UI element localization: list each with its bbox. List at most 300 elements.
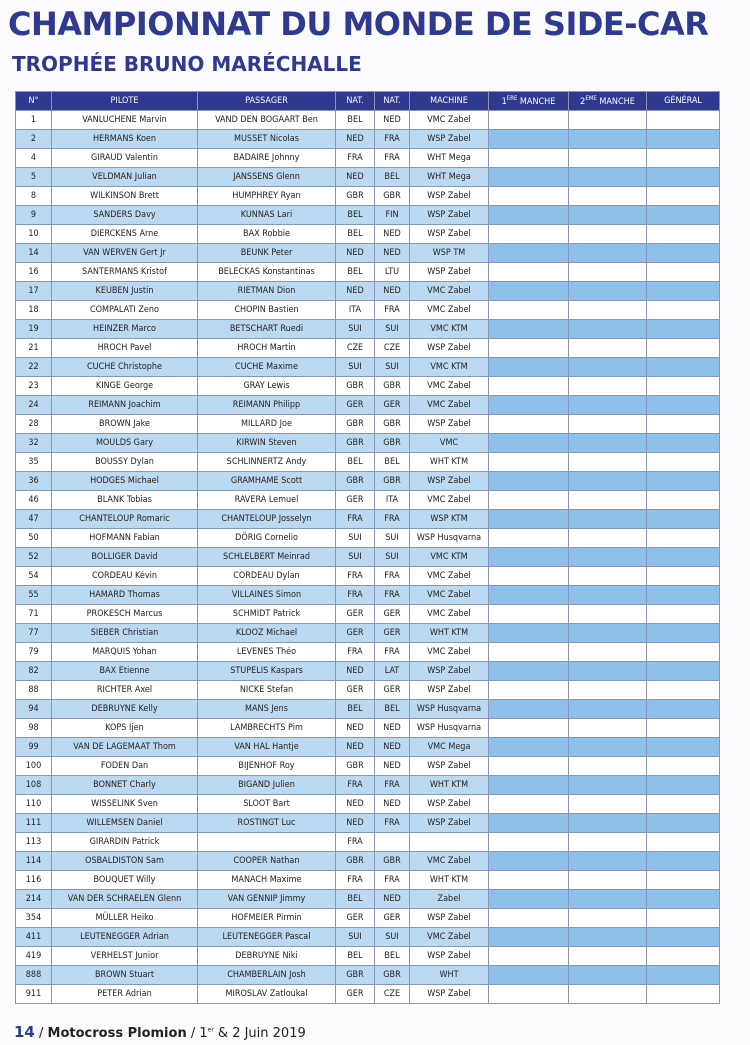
table-row	[16, 377, 720, 396]
cell-general	[647, 358, 720, 377]
cell-pilote: REIMANN Joachim	[52, 396, 198, 415]
cell-general	[647, 434, 720, 453]
cell-num: 71	[16, 605, 52, 624]
cell-manche-1	[489, 111, 569, 130]
cell-manche-1	[489, 510, 569, 529]
cell-manche-2	[569, 776, 647, 795]
cell-manche-2	[569, 833, 647, 852]
cell-pilote: VANLUCHENE Marvin	[52, 111, 198, 130]
cell-general	[647, 643, 720, 662]
cell-nat-passager: NED	[375, 282, 410, 301]
cell-passager: REIMANN Philipp	[198, 396, 336, 415]
cell-num: 32	[16, 434, 52, 453]
cell-num: 16	[16, 263, 52, 282]
cell-pilote: BONNET Charly	[52, 776, 198, 795]
table-row	[16, 681, 720, 700]
cell-manche-2	[569, 624, 647, 643]
cell-num: 28	[16, 415, 52, 434]
cell-passager: CHAMBERLAIN Josh	[198, 966, 336, 985]
table-row	[16, 719, 720, 738]
cell-nat-passager: BEL	[375, 168, 410, 187]
table-row	[16, 548, 720, 567]
cell-manche-2	[569, 244, 647, 263]
cell-manche-2	[569, 548, 647, 567]
col-header-passager: PASSAGER	[198, 92, 336, 111]
cell-general	[647, 263, 720, 282]
cell-manche-1	[489, 130, 569, 149]
cell-general	[647, 396, 720, 415]
cell-passager: MANACH Maxime	[198, 871, 336, 890]
cell-pilote: BAX Etienne	[52, 662, 198, 681]
cell-num: 19	[16, 320, 52, 339]
cell-machine: VMC	[410, 434, 489, 453]
cell-passager: HOFMEIER Pirmin	[198, 909, 336, 928]
cell-num: 111	[16, 814, 52, 833]
cell-nat-passager: SUI	[375, 358, 410, 377]
cell-manche-1	[489, 852, 569, 871]
table-row	[16, 624, 720, 643]
cell-general	[647, 453, 720, 472]
cell-passager: NICKE Stefan	[198, 681, 336, 700]
cell-nat-passager: SUI	[375, 928, 410, 947]
cell-nat-pilote: NED	[336, 662, 375, 681]
cell-nat-passager: FRA	[375, 643, 410, 662]
cell-nat-passager: FRA	[375, 510, 410, 529]
col-header-general: GÉNÉRAL	[647, 92, 720, 111]
cell-manche-1	[489, 225, 569, 244]
cell-general	[647, 586, 720, 605]
table-row	[16, 510, 720, 529]
cell-nat-passager: GBR	[375, 377, 410, 396]
cell-manche-2	[569, 472, 647, 491]
cell-nat-passager: NED	[375, 795, 410, 814]
table-row	[16, 890, 720, 909]
cell-nat-pilote: FRA	[336, 586, 375, 605]
cell-nat-pilote: BEL	[336, 111, 375, 130]
cell-machine: WHT KTM	[410, 871, 489, 890]
cell-pilote: KOPS Ijen	[52, 719, 198, 738]
cell-num: 4	[16, 149, 52, 168]
cell-num: 36	[16, 472, 52, 491]
cell-nat-pilote: NED	[336, 795, 375, 814]
col-header-manche-1: 1ERE MANCHE	[489, 92, 569, 111]
cell-nat-passager: SUI	[375, 320, 410, 339]
cell-passager: SCHLINNERTZ Andy	[198, 453, 336, 472]
cell-nat-passager: GER	[375, 681, 410, 700]
cell-manche-2	[569, 529, 647, 548]
cell-general	[647, 605, 720, 624]
cell-pilote: VAN DER SCHRAELEN Glenn	[52, 890, 198, 909]
cell-num: 24	[16, 396, 52, 415]
cell-manche-2	[569, 320, 647, 339]
cell-num: 55	[16, 586, 52, 605]
cell-general	[647, 700, 720, 719]
cell-manche-2	[569, 757, 647, 776]
cell-manche-1	[489, 814, 569, 833]
footer-separator: /	[34, 1026, 48, 1041]
cell-machine: WSP Zabel	[410, 814, 489, 833]
cell-nat-passager: NED	[375, 890, 410, 909]
cell-machine: WSP Zabel	[410, 339, 489, 358]
table-row	[16, 206, 720, 225]
cell-manche-2	[569, 377, 647, 396]
cell-nat-pilote: GBR	[336, 966, 375, 985]
cell-pilote: CORDEAU Kévin	[52, 567, 198, 586]
cell-machine: VMC Zabel	[410, 852, 489, 871]
col-header-nat-passager: NAT.	[375, 92, 410, 111]
cell-machine: WSP Zabel	[410, 947, 489, 966]
cell-manche-2	[569, 206, 647, 225]
cell-general	[647, 377, 720, 396]
cell-general	[647, 662, 720, 681]
cell-num: 79	[16, 643, 52, 662]
cell-general	[647, 757, 720, 776]
cell-manche-2	[569, 130, 647, 149]
cell-manche-2	[569, 510, 647, 529]
cell-nat-pilote: BEL	[336, 263, 375, 282]
cell-pilote: BROWN Stuart	[52, 966, 198, 985]
cell-nat-passager: FRA	[375, 814, 410, 833]
cell-passager: MIROSLAV Zatloukal	[198, 985, 336, 1004]
cell-pilote: KEUBEN Justin	[52, 282, 198, 301]
page-number: 14	[14, 1023, 35, 1041]
table-row	[16, 149, 720, 168]
cell-pilote: HAMARD Thomas	[52, 586, 198, 605]
cell-manche-1	[489, 985, 569, 1004]
table-row	[16, 795, 720, 814]
cell-nat-passager: GBR	[375, 852, 410, 871]
table-row	[16, 852, 720, 871]
table-row	[16, 130, 720, 149]
cell-general	[647, 890, 720, 909]
table-row	[16, 301, 720, 320]
cell-machine: VMC KTM	[410, 320, 489, 339]
cell-nat-pilote: BEL	[336, 225, 375, 244]
cell-manche-1	[489, 947, 569, 966]
cell-machine: WSP Zabel	[410, 681, 489, 700]
cell-manche-2	[569, 396, 647, 415]
cell-passager: MILLARD Joe	[198, 415, 336, 434]
cell-num: 214	[16, 890, 52, 909]
cell-pilote: HODGES Michael	[52, 472, 198, 491]
cell-machine: VMC Zabel	[410, 396, 489, 415]
cell-manche-1	[489, 339, 569, 358]
cell-manche-1	[489, 263, 569, 282]
cell-manche-1	[489, 567, 569, 586]
cell-passager: JANSSENS Glenn	[198, 168, 336, 187]
cell-nat-passager: NED	[375, 225, 410, 244]
cell-pilote: GIRARDIN Patrick	[52, 833, 198, 852]
cell-machine: VMC Zabel	[410, 928, 489, 947]
cell-passager: RIETMAN Dion	[198, 282, 336, 301]
cell-general	[647, 909, 720, 928]
cell-nat-passager: BEL	[375, 947, 410, 966]
cell-pilote: DEBRUYNE Kelly	[52, 700, 198, 719]
cell-manche-2	[569, 814, 647, 833]
cell-manche-1	[489, 928, 569, 947]
cell-nat-passager: SUI	[375, 529, 410, 548]
cell-nat-pilote: GER	[336, 491, 375, 510]
cell-num: 911	[16, 985, 52, 1004]
cell-manche-1	[489, 833, 569, 852]
cell-manche-1	[489, 472, 569, 491]
cell-manche-2	[569, 852, 647, 871]
cell-nat-passager	[375, 833, 410, 852]
cell-nat-passager: NED	[375, 757, 410, 776]
cell-general	[647, 339, 720, 358]
cell-machine: WSP Zabel	[410, 472, 489, 491]
table-row	[16, 586, 720, 605]
table-row	[16, 396, 720, 415]
cell-num: 354	[16, 909, 52, 928]
cell-passager: GRAY Lewis	[198, 377, 336, 396]
cell-manche-2	[569, 225, 647, 244]
cell-manche-2	[569, 491, 647, 510]
cell-nat-passager: GBR	[375, 415, 410, 434]
cell-manche-2	[569, 681, 647, 700]
cell-nat-passager: FRA	[375, 776, 410, 795]
cell-manche-2	[569, 453, 647, 472]
cell-manche-2	[569, 111, 647, 130]
cell-manche-2	[569, 909, 647, 928]
cell-manche-2	[569, 168, 647, 187]
cell-num: 419	[16, 947, 52, 966]
cell-machine: WSP Husqvarna	[410, 700, 489, 719]
cell-machine: WSP Zabel	[410, 206, 489, 225]
cell-machine: WSP TM	[410, 244, 489, 263]
cell-manche-1	[489, 187, 569, 206]
cell-passager: BETSCHART Ruedi	[198, 320, 336, 339]
cell-general	[647, 130, 720, 149]
cell-nat-passager: FRA	[375, 130, 410, 149]
cell-manche-2	[569, 985, 647, 1004]
cell-nat-pilote: SUI	[336, 358, 375, 377]
cell-manche-1	[489, 757, 569, 776]
cell-passager: BIGAND Julien	[198, 776, 336, 795]
cell-general	[647, 719, 720, 738]
cell-num: 52	[16, 548, 52, 567]
cell-passager: CHOPIN Bastien	[198, 301, 336, 320]
cell-pilote: CUCHE Christophe	[52, 358, 198, 377]
cell-pilote: BOUSSY Dylan	[52, 453, 198, 472]
cell-general	[647, 624, 720, 643]
cell-general	[647, 225, 720, 244]
cell-manche-1	[489, 662, 569, 681]
cell-num: 98	[16, 719, 52, 738]
cell-nat-pilote: BEL	[336, 890, 375, 909]
cell-general	[647, 168, 720, 187]
cell-manche-2	[569, 358, 647, 377]
cell-num: 50	[16, 529, 52, 548]
cell-manche-2	[569, 928, 647, 947]
cell-nat-pilote: FRA	[336, 871, 375, 890]
table-row	[16, 966, 720, 985]
cell-nat-pilote: SUI	[336, 928, 375, 947]
cell-manche-1	[489, 681, 569, 700]
cell-pilote: VAN DE LAGEMAAT Thom	[52, 738, 198, 757]
cell-nat-passager: FRA	[375, 149, 410, 168]
cell-nat-pilote: NED	[336, 244, 375, 263]
table-row	[16, 833, 720, 852]
cell-general	[647, 415, 720, 434]
cell-num: 2	[16, 130, 52, 149]
cell-manche-2	[569, 947, 647, 966]
cell-nat-pilote: GBR	[336, 434, 375, 453]
cell-num: 22	[16, 358, 52, 377]
cell-general	[647, 871, 720, 890]
cell-pilote: FODEN Dan	[52, 757, 198, 776]
cell-passager: SCHMIDT Patrick	[198, 605, 336, 624]
table-row	[16, 738, 720, 757]
cell-machine: VMC Mega	[410, 738, 489, 757]
table-row	[16, 453, 720, 472]
table-row	[16, 947, 720, 966]
cell-manche-1	[489, 358, 569, 377]
cell-passager: VAN HAL Hantje	[198, 738, 336, 757]
cell-manche-1	[489, 149, 569, 168]
cell-nat-passager: NED	[375, 738, 410, 757]
cell-general	[647, 947, 720, 966]
cell-nat-passager: NED	[375, 244, 410, 263]
cell-machine: WHT	[410, 966, 489, 985]
cell-passager: GRAMHAME Scott	[198, 472, 336, 491]
cell-nat-pilote: GER	[336, 624, 375, 643]
cell-nat-pilote: NED	[336, 282, 375, 301]
cell-general	[647, 738, 720, 757]
cell-nat-passager: GER	[375, 605, 410, 624]
cell-num: 54	[16, 567, 52, 586]
cell-pilote: HERMANS Koen	[52, 130, 198, 149]
cell-passager: LAMBRECHTS Pim	[198, 719, 336, 738]
cell-general	[647, 206, 720, 225]
cell-nat-pilote: FRA	[336, 643, 375, 662]
cell-nat-passager: GER	[375, 396, 410, 415]
cell-pilote: LEUTENEGGER Adrian	[52, 928, 198, 947]
cell-manche-1	[489, 909, 569, 928]
cell-manche-2	[569, 871, 647, 890]
cell-passager: CUCHE Maxime	[198, 358, 336, 377]
cell-num: 9	[16, 206, 52, 225]
col-header-nat-pilote: NAT.	[336, 92, 375, 111]
cell-num: 94	[16, 700, 52, 719]
cell-nat-pilote: FRA	[336, 149, 375, 168]
table-row	[16, 187, 720, 206]
cell-general	[647, 833, 720, 852]
cell-pilote: VERHELST Junior	[52, 947, 198, 966]
table-row	[16, 928, 720, 947]
cell-pilote: WILKINSON Brett	[52, 187, 198, 206]
cell-num: 35	[16, 453, 52, 472]
cell-machine: WSP Husqvarna	[410, 719, 489, 738]
cell-machine: VMC Zabel	[410, 377, 489, 396]
cell-nat-pilote: NED	[336, 130, 375, 149]
cell-general	[647, 472, 720, 491]
cell-general	[647, 795, 720, 814]
cell-general	[647, 928, 720, 947]
cell-machine: WHT KTM	[410, 624, 489, 643]
cell-pilote: SIEBER Christian	[52, 624, 198, 643]
cell-general	[647, 510, 720, 529]
cell-nat-passager: CZE	[375, 985, 410, 1004]
cell-num: 116	[16, 871, 52, 890]
cell-manche-2	[569, 890, 647, 909]
table-row	[16, 282, 720, 301]
cell-nat-pilote: GBR	[336, 757, 375, 776]
cell-general	[647, 529, 720, 548]
col-header-machine: MACHINE	[410, 92, 489, 111]
cell-num: 108	[16, 776, 52, 795]
cell-passager: BELECKAS Konstantinas	[198, 263, 336, 282]
cell-machine: Zabel	[410, 890, 489, 909]
cell-nat-pilote: NED	[336, 168, 375, 187]
cell-manche-1	[489, 377, 569, 396]
table-row	[16, 814, 720, 833]
cell-num: 888	[16, 966, 52, 985]
cell-num: 110	[16, 795, 52, 814]
cell-pilote: VELDMAN Julian	[52, 168, 198, 187]
table-row	[16, 263, 720, 282]
cell-general	[647, 814, 720, 833]
cell-nat-passager: FRA	[375, 586, 410, 605]
cell-manche-1	[489, 396, 569, 415]
cell-pilote: HOFMANN Fabian	[52, 529, 198, 548]
entry-list-table	[15, 91, 720, 1004]
cell-nat-passager: NED	[375, 111, 410, 130]
cell-manche-2	[569, 339, 647, 358]
cell-nat-pilote: GER	[336, 605, 375, 624]
cell-pilote: BLANK Tobias	[52, 491, 198, 510]
cell-passager: CHANTELOUP Josselyn	[198, 510, 336, 529]
cell-num: 411	[16, 928, 52, 947]
cell-nat-passager: NED	[375, 719, 410, 738]
cell-manche-1	[489, 320, 569, 339]
cell-general	[647, 966, 720, 985]
cell-manche-2	[569, 795, 647, 814]
cell-machine: VMC Zabel	[410, 643, 489, 662]
cell-nat-pilote: GER	[336, 681, 375, 700]
cell-pilote: VAN WERVEN Gert Jr	[52, 244, 198, 263]
cell-machine: WSP Zabel	[410, 757, 489, 776]
cell-pilote: WILLEMSEN Daniel	[52, 814, 198, 833]
cell-manche-1	[489, 776, 569, 795]
cell-nat-pilote: BEL	[336, 453, 375, 472]
cell-machine: VMC Zabel	[410, 282, 489, 301]
cell-nat-passager: FRA	[375, 301, 410, 320]
cell-manche-1	[489, 719, 569, 738]
cell-passager: DEBRUYNE Niki	[198, 947, 336, 966]
table-row	[16, 491, 720, 510]
cell-num: 18	[16, 301, 52, 320]
cell-machine: VMC Zabel	[410, 111, 489, 130]
cell-manche-2	[569, 605, 647, 624]
cell-machine: WHT KTM	[410, 453, 489, 472]
cell-passager	[198, 833, 336, 852]
publication-name: Motocross Plomion	[47, 1026, 187, 1041]
cell-passager: STUPELIS Kaspars	[198, 662, 336, 681]
cell-manche-2	[569, 643, 647, 662]
cell-pilote: GIRAUD Valentin	[52, 149, 198, 168]
cell-nat-pilote: GBR	[336, 852, 375, 871]
cell-nat-pilote: BEL	[336, 947, 375, 966]
event-date: / 1er & 2 Juin 2019	[186, 1026, 306, 1041]
cell-num: 114	[16, 852, 52, 871]
cell-manche-1	[489, 548, 569, 567]
cell-manche-1	[489, 453, 569, 472]
cell-manche-1	[489, 966, 569, 985]
cell-manche-2	[569, 434, 647, 453]
cell-general	[647, 681, 720, 700]
cell-nat-passager: FRA	[375, 567, 410, 586]
